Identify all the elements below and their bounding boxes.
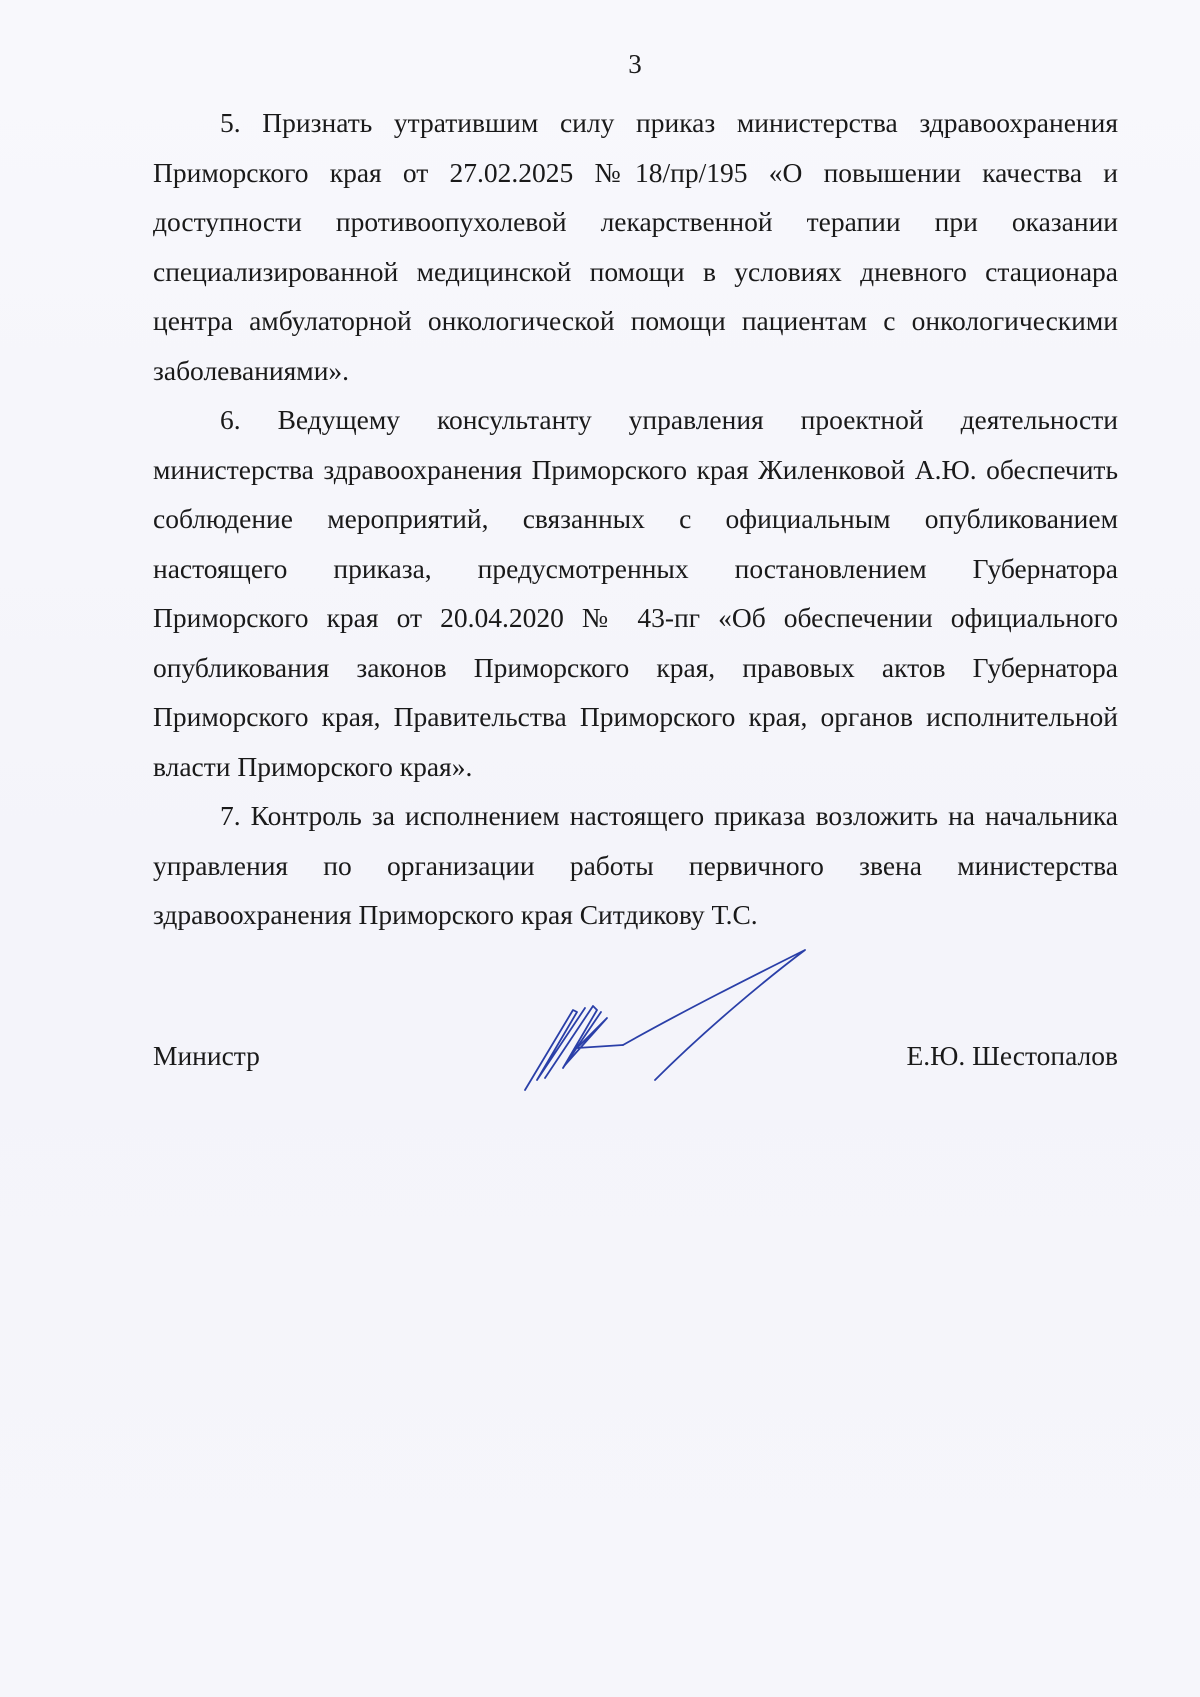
document-body: [153, 98, 1118, 940]
page-number: 3: [628, 49, 642, 79]
paragraph-5: 5. Признать утратившим силу приказ министерства здравоохранения Приморского края от 27.02.2025 №18/пр/195 «О повышении качества и доступности противоопухолевой лекарственной терапии при оказании специализированной медицинской помощи в условиях дневного стационара центра амбулаторной онкологической помощи пациентам с онкологическими заболеваниями».: [153, 107, 1118, 386]
signer-position: Министр: [153, 1040, 260, 1071]
paragraph-7: 7. Контроль за исполнением настоящего приказа возложить на начальника управления по организации работы первичного звена министерства здравоохранения Приморского края Ситдикову Т.С.: [153, 800, 1118, 930]
signature-block: [153, 1036, 1118, 1076]
signer-name: Е.Ю. Шестопалов: [906, 1040, 1118, 1071]
paragraph-6: 6. Ведущему консультанту управления проектной деятельности министерства здравоохранения Приморского края Жиленковой А.Ю. обеспечить соблюдение мероприятий, связанных с официальным опубликованием настоящего приказа, предусмотренных постановлением Губернатора Приморского края от 20.04.2020 № 43-пг «Об обеспечении официального опубликования законов Приморского края, правовых актов Губернатора Приморского края, Правительства Приморского края, органов исполнительной власти Приморского края».: [153, 404, 1118, 782]
